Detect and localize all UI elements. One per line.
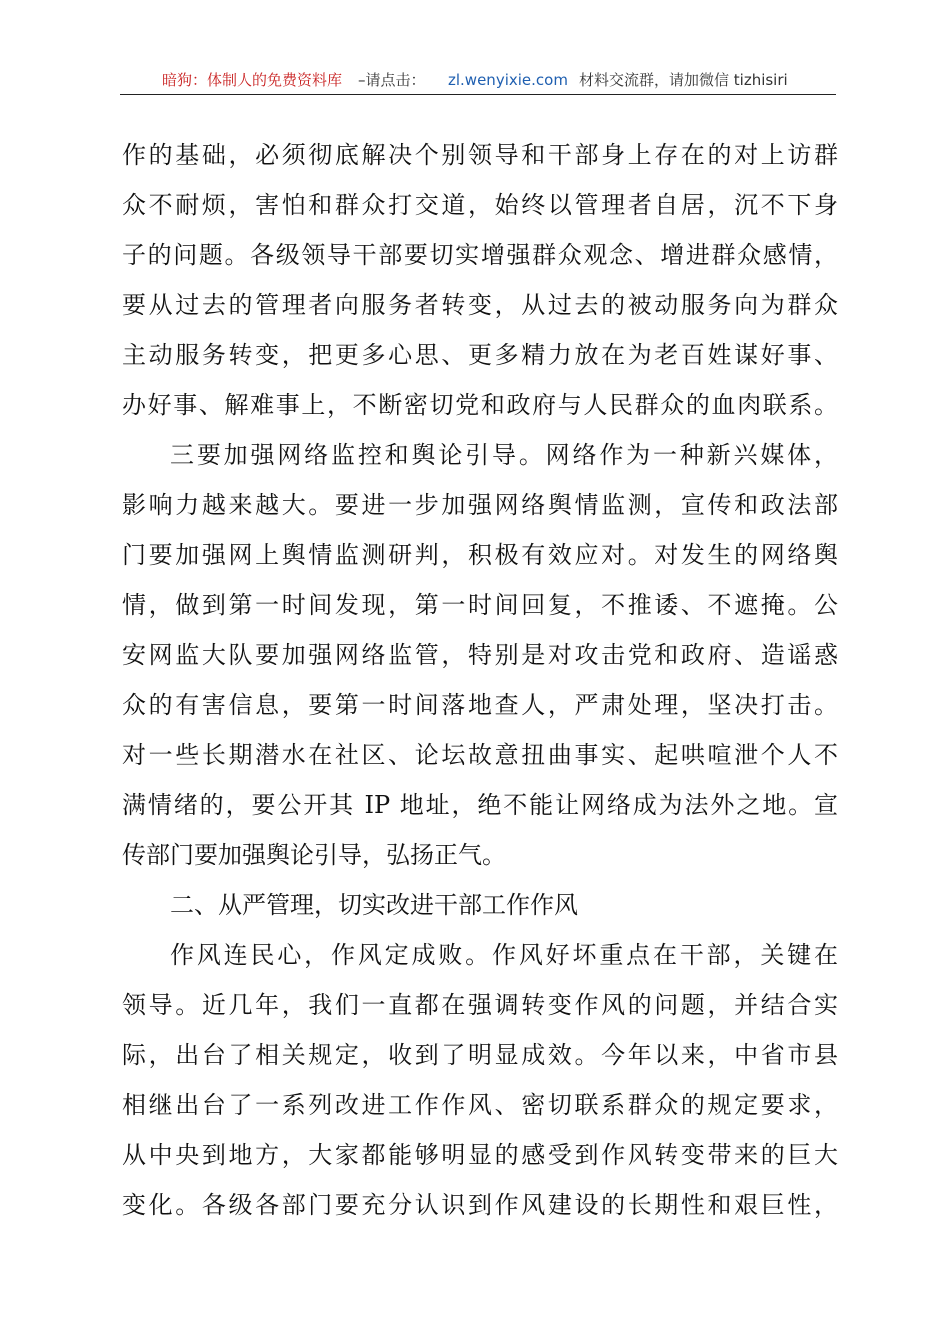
body-line: 众的有害信息，要第一时间落地查人，严肃处理，坚决打击。 [122, 691, 838, 719]
body-line: 变化。各级各部门要充分认识到作风建设的长期性和艰巨性， [122, 1191, 838, 1219]
body-line: 影响力越来越大。要进一步加强网络舆情监测，宣传和政法部 [122, 491, 838, 519]
body-line: 主动服务转变，把更多心思、更多精力放在为老百姓谋好事、 [122, 341, 838, 369]
body-line: 从中央到地方，大家都能够明显的感受到作风转变带来的巨大 [122, 1141, 838, 1169]
paragraph-first-line: 作风连民心，作风定成败。作风好坏重点在干部，关键在 [170, 941, 838, 969]
body-line: 际，出台了相关规定，收到了明显成效。今年以来，中省市县 [122, 1041, 838, 1069]
body-line: 要从过去的管理者向服务者转变，从过去的被动服务向为群众 [122, 291, 838, 319]
body-line: 对一些长期潜水在社区、论坛故意扭曲事实、起哄喧泄个人不 [122, 741, 838, 769]
body-line: 传部门要加强舆论引导，弘扬正气。 [122, 841, 506, 869]
body-line: 安网监大队要加强网络监管，特别是对攻击党和政府、造谣惑 [122, 641, 838, 669]
document-body [122, 130, 838, 1230]
paragraph-first-line: 三要加强网络监控和舆论引导。网络作为一种新兴媒体， [170, 441, 838, 469]
body-line: 相继出台了一系列改进工作作风、密切联系群众的规定要求， [122, 1091, 838, 1119]
body-line: 办好事、解难事上，不断密切党和政府与人民群众的血肉联系。 [122, 391, 838, 419]
body-line: 满情绪的，要公开其 IP 地址，绝不能让网络成为法外之地。宣 [122, 791, 838, 819]
header-contact: 材料交流群，请加微信 tizhisiri [579, 71, 788, 89]
body-line: 子的问题。各级领导干部要切实增强群众观念、增进群众感情， [122, 241, 838, 269]
body-line: 门要加强网上舆情监测研判，积极有效应对。对发生的网络舆 [122, 541, 838, 569]
header-brand: 暗狗：体制人的免费资料库 [162, 71, 343, 89]
body-line: 情，做到第一时间发现，第一时间回复，不推诿、不遮掩。公 [122, 591, 838, 619]
section-heading: 二、从严管理，切实改进干部工作作风 [170, 891, 578, 919]
body-line: 众不耐烦，害怕和群众打交道，始终以管理者自居，沉不下身 [122, 191, 838, 219]
body-line: 领导。近几年，我们一直都在强调转变作风的问题，并结合实 [122, 991, 838, 1019]
header-link-prefix: –请点击： [358, 71, 426, 89]
header-url-link[interactable]: zl.wenyixie.com [448, 71, 568, 89]
page-header [120, 68, 836, 95]
body-line: 作的基础，必须彻底解决个别领导和干部身上存在的对上访群 [122, 141, 838, 169]
